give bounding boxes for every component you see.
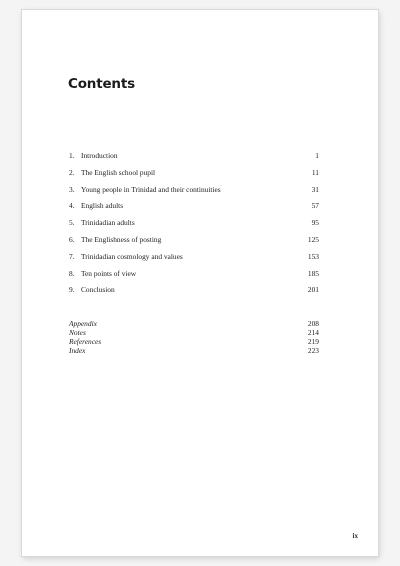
chapter-page: 185 — [307, 268, 319, 278]
toc-entry[interactable] — [69, 252, 319, 269]
backmatter-entry[interactable] — [69, 319, 319, 328]
backmatter-title: Appendix — [69, 319, 97, 328]
backmatter-list — [69, 319, 319, 355]
chapter-number: 8. — [69, 268, 75, 278]
toc-entry[interactable] — [69, 235, 319, 252]
chapter-number: 5. — [69, 218, 75, 228]
chapter-title: The Englishness of posting — [81, 234, 162, 244]
toc-entry[interactable] — [69, 218, 319, 235]
backmatter-title: References — [69, 337, 102, 346]
backmatter-page: 223 — [307, 346, 319, 355]
toc-entry[interactable] — [69, 201, 319, 218]
page-folio: ix — [352, 532, 358, 540]
chapter-page: 11 — [311, 167, 319, 177]
toc-entry[interactable] — [69, 185, 319, 202]
toc-entry[interactable] — [69, 269, 319, 286]
backmatter-entry[interactable] — [69, 346, 319, 355]
backmatter-page: 219 — [307, 337, 319, 346]
page-title: Contents — [68, 76, 135, 92]
chapter-page: 95 — [311, 218, 319, 228]
chapter-title: Introduction — [81, 151, 118, 160]
chapter-title: Trinidadian adults — [81, 218, 135, 228]
chapter-title: Trinidadian cosmology and values — [81, 251, 183, 261]
backmatter-page: 214 — [307, 328, 319, 337]
backmatter-title: Index — [69, 346, 86, 355]
chapter-page: 153 — [307, 251, 319, 261]
chapter-title: English adults — [81, 201, 124, 211]
backmatter-entry[interactable] — [69, 328, 319, 337]
document-page — [22, 10, 378, 556]
chapter-page: 57 — [311, 201, 319, 211]
chapter-list — [69, 151, 319, 302]
chapter-title: Ten points of view — [81, 268, 137, 278]
chapter-number: 7. — [69, 251, 75, 261]
chapter-number: 2. — [69, 167, 75, 177]
backmatter-page: 208 — [307, 319, 319, 328]
chapter-number: 9. — [69, 285, 75, 295]
toc-entry[interactable] — [69, 285, 319, 302]
chapter-page: 125 — [307, 234, 319, 244]
chapter-title: Young people in Trinidad and their continuities — [81, 184, 221, 194]
chapter-page: 1 — [315, 151, 319, 160]
chapter-number: 3. — [69, 184, 75, 194]
chapter-page: 31 — [311, 184, 319, 194]
toc-entry[interactable] — [69, 151, 319, 168]
chapter-title: The English school pupil — [81, 167, 156, 177]
backmatter-title: Notes — [69, 328, 86, 337]
chapter-number: 6. — [69, 234, 75, 244]
chapter-number: 1. — [69, 151, 75, 160]
chapter-title: Conclusion — [81, 285, 115, 295]
toc-entry[interactable] — [69, 168, 319, 185]
chapter-page: 201 — [307, 285, 319, 295]
backmatter-entry[interactable] — [69, 337, 319, 346]
chapter-number: 4. — [69, 201, 75, 211]
